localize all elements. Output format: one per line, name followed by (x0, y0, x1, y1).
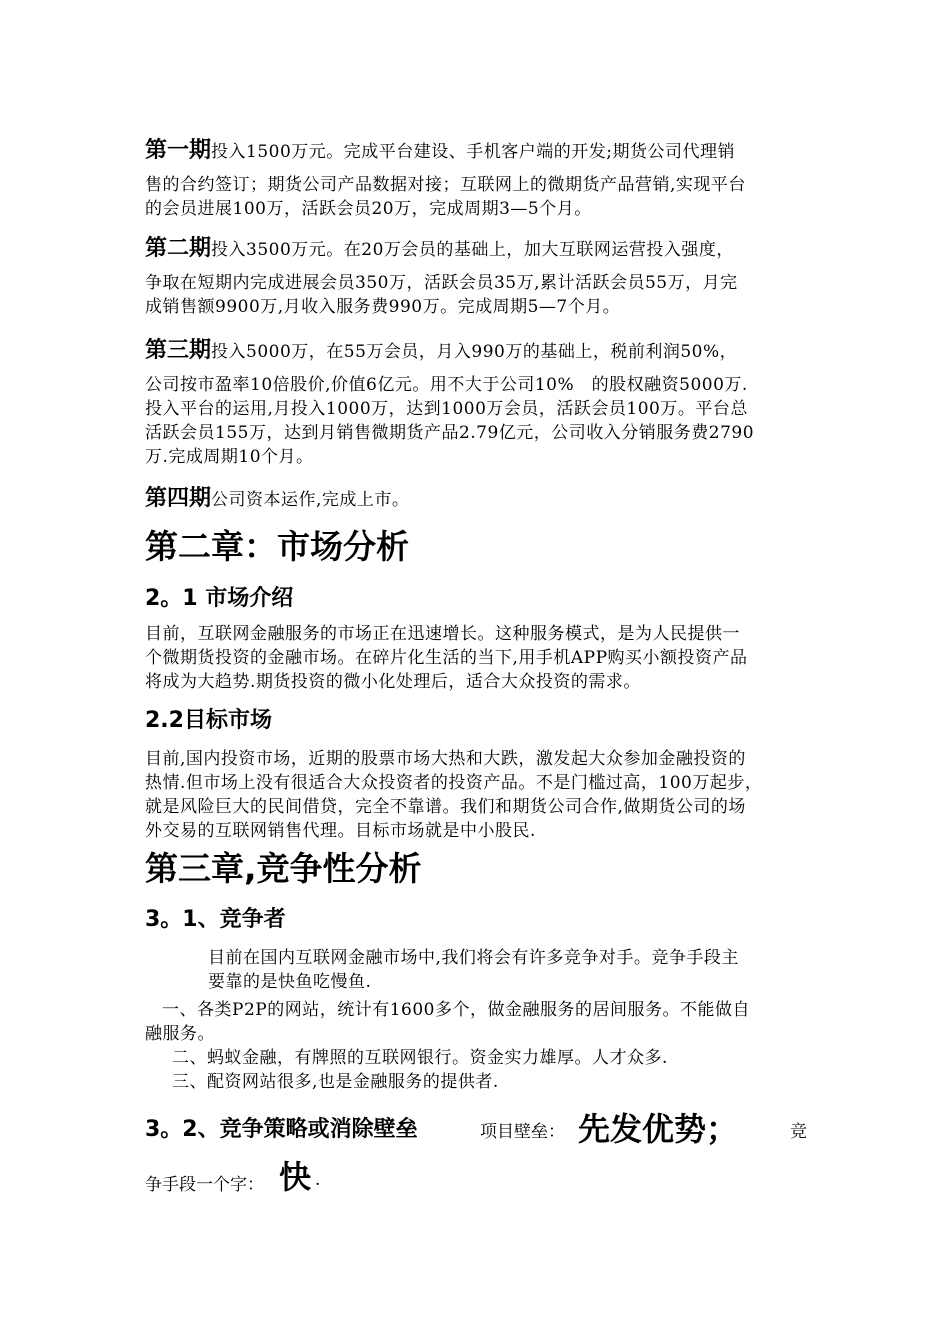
means-label: 争手段一个字： (145, 1175, 264, 1195)
section-3-1-title: 3。1、竞争者 (145, 907, 286, 932)
section-2-2-body (145, 747, 807, 843)
competitor-item-3: 三、配资网站很多,也是金融服务的提供者. (172, 1072, 499, 1092)
phase-3 (145, 334, 807, 469)
section-2-1-line-3: 将成为大趋势.期货投资的微小化处理后，适合大众投资的需求。 (145, 672, 641, 692)
phase-2 (145, 232, 807, 319)
competitor-item-1: 一、各类P2P的网站，统计有1600多个，做金融服务的居间服务。不能做自 (162, 1000, 750, 1020)
section-3-1-intro-line-2: 要靠的是快鱼吃慢鱼. (208, 972, 372, 992)
competitor-item-2: 二、蚂蚁金融，有牌照的互联网银行。资金实力雄厚。人才众多. (172, 1048, 668, 1068)
barrier-label: 项目壁垒： (480, 1122, 565, 1142)
phase-3-line-1: 投入5000万，在55万会员，月入990万的基础上，税前利润50%， (211, 342, 738, 362)
section-2-2-line-1: 目前,国内投资市场，近期的股票市场大热和大跌，激发起大众参加金融投资的 (145, 749, 746, 769)
chapter-3-title: 第三章,竞争性分析 (145, 849, 422, 888)
phase-3-line-5: 万.完成周期10个月。 (145, 447, 314, 467)
section-3-2-line-1 (145, 1106, 807, 1150)
means-end: . (315, 1170, 321, 1190)
chapter-2-title: 第二章：市场分析 (145, 527, 409, 566)
phase-3-line-4: 活跃会员155万，达到月销售微期货产品2.79亿元，公司收入分销服务费2790 (145, 423, 755, 443)
section-2-2-line-4: 外交易的互联网销售代理。目标市场就是中小股民. (145, 821, 536, 841)
phase-3-line-2: 公司按市盈率10倍股价,价值6亿元。用不大于公司10% 的股权融资5000万. (145, 375, 748, 395)
section-3-2-tail: 竞 (790, 1122, 807, 1142)
phase-1 (145, 134, 807, 221)
barrier-value: 先发优势； (578, 1110, 739, 1148)
phase-1-line-3: 的会员进展100万，活跃会员20万，完成周期3—5个月。 (145, 199, 592, 219)
means-value: 快 (279, 1158, 312, 1196)
section-3-2-line-2 (145, 1150, 807, 1194)
section-3-2-title: 3。2、竞争策略或消除壁垒 (145, 1117, 418, 1142)
phase-4-line-1: 公司资本运作,完成上市。 (211, 490, 410, 510)
phase-2-title: 第二期 (145, 236, 212, 261)
section-2-1-body (145, 622, 807, 694)
section-2-1-title: 2。1 市场介绍 (145, 586, 294, 611)
phase-2-line-3: 成销售额9900万,月收入服务费990万。完成周期5—7个月。 (145, 297, 621, 317)
phase-1-line-1: 投入1500万元。完成平台建设、手机客户端的开发;期货公司代理销 (211, 142, 736, 162)
phase-4-title: 第四期 (145, 486, 212, 511)
competitor-item-1-cont: 融服务。 (145, 1024, 215, 1044)
phase-4 (145, 482, 807, 517)
section-2-1-line-1: 目前，互联网金融服务的市场正在迅速增长。这种服务模式，是为人民提供一 (145, 624, 740, 644)
phase-3-line-3: 投入平台的运用,月投入1000万，达到1000万会员，活跃会员100万。平台总 (145, 399, 748, 419)
section-3-1-intro-line-1: 目前在国内互联网金融市场中,我们将会有许多竞争对手。竞争手段主 (208, 948, 739, 968)
section-3-1-intro (208, 946, 808, 994)
section-2-2-line-2: 热情.但市场上没有很适合大众投资者的投资产品。不是门槛过高，100万起步， (145, 773, 763, 793)
section-2-2-line-3: 就是风险巨大的民间借贷，完全不靠谱。我们和期货公司合作,做期货公司的场 (145, 797, 746, 817)
phase-3-title: 第三期 (145, 338, 212, 363)
phase-2-line-2: 争取在短期内完成进展会员350万，活跃会员35万,累计活跃会员55万，月完 (145, 273, 738, 293)
phase-1-line-2: 售的合约签订；期货公司产品数据对接；互联网上的微期货产品营销,实现平台 (145, 175, 746, 195)
competitor-list (145, 998, 807, 1094)
section-2-2-title: 2.2目标市场 (145, 708, 272, 733)
section-2-1-line-2: 个微期货投资的金融市场。在碎片化生活的当下,用手机APP购买小额投资产品 (145, 648, 748, 668)
phase-2-line-1: 投入3500万元。在20万会员的基础上，加大互联网运营投入强度， (211, 240, 734, 260)
phase-1-title: 第一期 (145, 138, 212, 163)
